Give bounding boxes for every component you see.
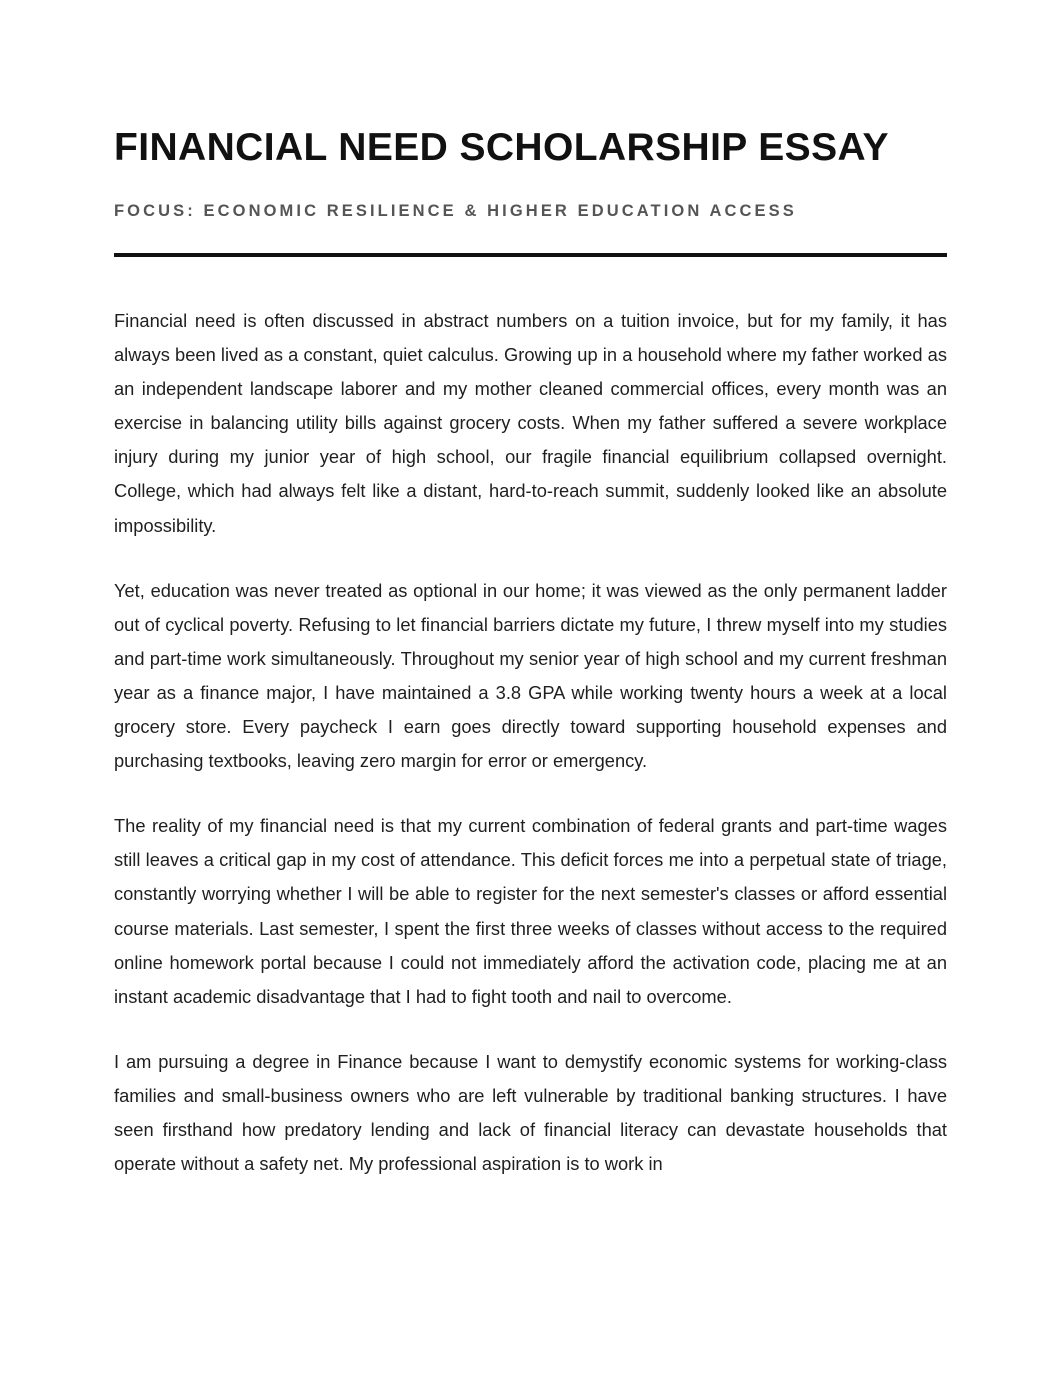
document-subtitle: FOCUS: ECONOMIC RESILIENCE & HIGHER EDUCATION ACCESS xyxy=(114,202,797,220)
essay-paragraph-1: Financial need is often discussed in abstract numbers on a tuition invoice, but for my family, it has always been lived as a constant, quiet calculus. Growing up in a household where my father worked as an independent landscape laborer and my mother cleaned commercial offices, every month was an exercise in balancing utility bills against grocery costs. When my father suffered a severe workplace injury during my junior year of high school, our fragile financial equilibrium collapsed overnight. College, which had always felt like a distant, hard-to-reach summit, suddenly looked like an absolute impossibility. xyxy=(114,310,947,536)
essay-paragraph-3: The reality of my financial need is that my current combination of federal grants and part-time wages still leaves a critical gap in my cost of attendance. This deficit forces me into a perpetual state of triage, constantly worrying whether I will be able to register for the next semester's classes or afford essential course materials. Last semester, I spent the first three weeks of classes without access to the required online homework portal because I could not immediately afford the activation code, placing me at an instant academic disadvantage that I had to fight tooth and nail to overcome. xyxy=(114,815,947,1007)
essay-paragraph-2: Yet, education was never treated as optional in our home; it was viewed as the only permanent ladder out of cyclical poverty. Refusing to let financial barriers dictate my future, I threw myself into my studies and part-time work simultaneously. Throughout my senior year of high school and my current freshman year as a finance major, I have maintained a 3.8 GPA while working twenty hours a week at a local grocery store. Every paycheck I earn goes directly toward supporting household expenses and purchasing textbooks, leaving zero margin for error or emergency. xyxy=(114,579,947,772)
document-title: FINANCIAL NEED SCHOLARSHIP ESSAY xyxy=(114,126,889,169)
essay-body xyxy=(114,304,947,1212)
title-divider xyxy=(114,253,947,257)
essay-paragraph-4: I am pursuing a degree in Finance because I want to demystify economic systems for working-class families and small-business owners who are left vulnerable by traditional banking structures. I have seen firsthand how predatory lending and lack of financial literacy can devastate households that operate without a safety net. My professional aspiration is to work in xyxy=(114,1050,947,1175)
